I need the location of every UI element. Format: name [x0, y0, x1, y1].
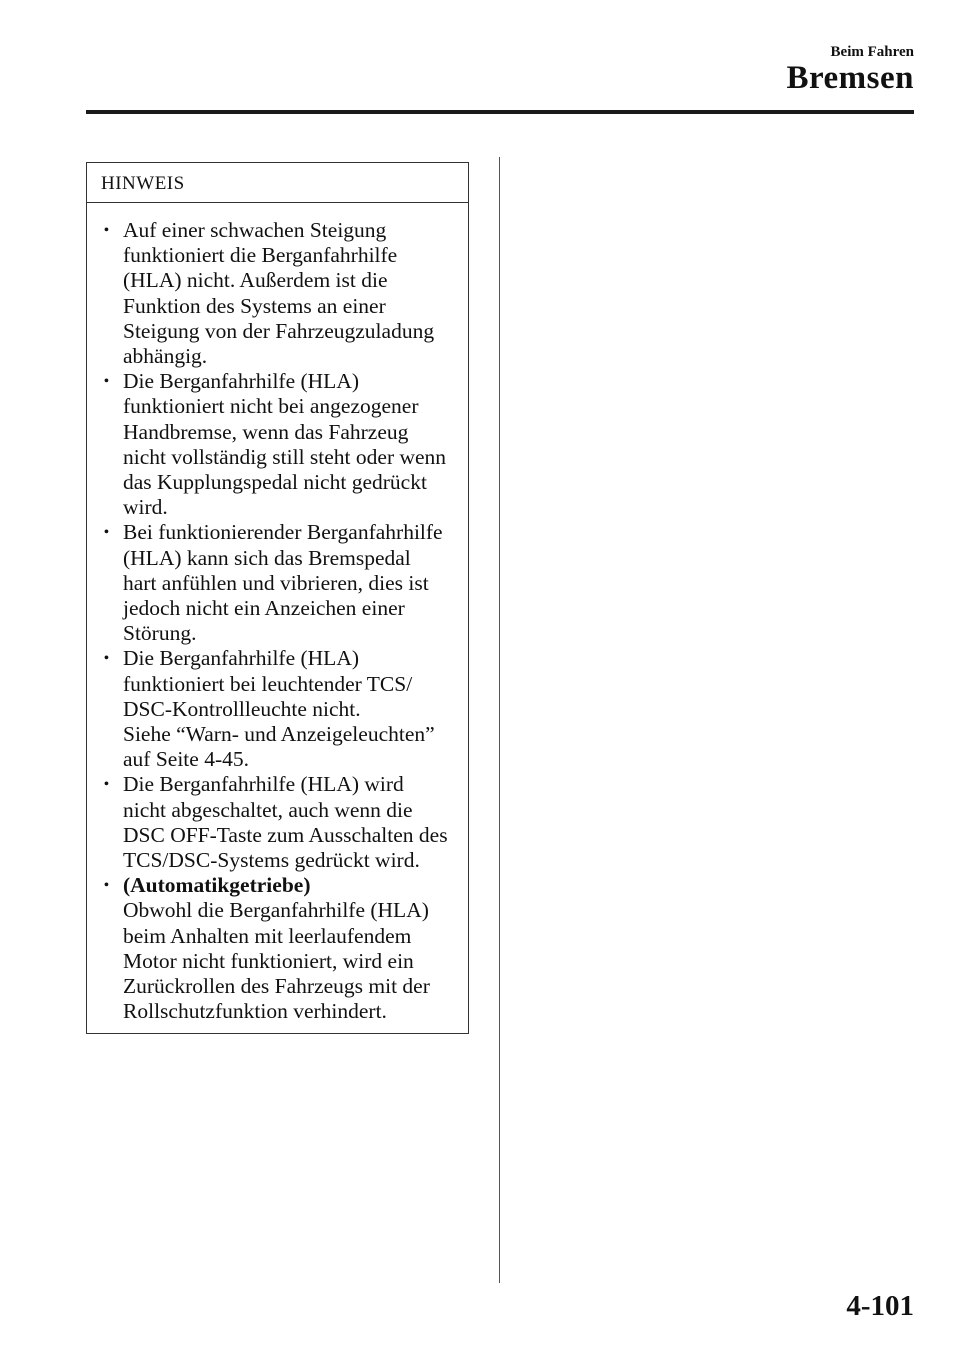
note-line: funktioniert nicht bei angezogener [123, 394, 419, 419]
note-line: jedoch nicht ein Anzeichen einer [123, 596, 405, 621]
note-heading: HINWEIS [87, 163, 468, 203]
note-line: funktioniert die Berganfahrhilfe [123, 243, 398, 268]
bullet-icon: • [104, 651, 109, 667]
note-line: das Kupplungspedal nicht gedrückt [123, 470, 427, 495]
note-line: (HLA) kann sich das Bremspedal [123, 545, 411, 570]
column-divider [499, 157, 500, 1283]
note-subheading: (Automatikgetriebe) [123, 873, 311, 898]
note-line: nicht abgeschaltet, auch wenn die [123, 797, 413, 822]
note-line: Zurückrollen des Fahrzeugs mit der [123, 974, 430, 999]
page-number: 4-101 [846, 1290, 914, 1322]
note-line: Die Berganfahrhilfe (HLA) [123, 369, 360, 394]
note-item [87, 873, 468, 1024]
note-box [86, 162, 469, 1034]
note-item [87, 369, 468, 520]
section-label: Beim Fahren [830, 44, 914, 60]
note-line: hart anfühlen und vibrieren, dies ist [123, 570, 429, 595]
bullet-icon: • [104, 777, 109, 793]
note-line: Funktion des Systems an einer [123, 293, 386, 318]
bullet-icon: • [104, 878, 109, 894]
note-line: Bei funktionierender Berganfahrhilfe [123, 520, 443, 545]
note-line: Die Berganfahrhilfe (HLA) wird [123, 772, 404, 797]
note-line: Handbremse, wenn das Fahrzeug [123, 419, 409, 444]
bullet-icon: • [104, 223, 109, 238]
note-line: Obwohl die Berganfahrhilfe (HLA) [123, 898, 429, 923]
header-rule [86, 110, 914, 114]
note-line: (HLA) nicht. Außerdem ist die [123, 268, 388, 293]
note-line: DSC OFF-Taste zum Ausschalten des [123, 822, 448, 847]
page-title: Bremsen [786, 60, 914, 96]
note-line: Rollschutzfunktion verhindert. [123, 999, 387, 1024]
note-line: Motor nicht funktioniert, wird ein [123, 948, 414, 973]
note-list [87, 203, 468, 1025]
note-item [87, 520, 468, 646]
note-line: nicht vollständig still steht oder wenn [123, 444, 447, 469]
note-line: abhängig. [123, 344, 208, 369]
bullet-icon: • [104, 374, 109, 390]
note-item [87, 218, 468, 369]
note-line: beim Anhalten mit leerlaufendem [123, 923, 412, 948]
note-line: TCS/DSC-Systems gedrückt wird. [123, 848, 420, 873]
note-line: Steigung von der Fahrzeugzuladung [123, 318, 435, 343]
note-line: Störung. [123, 621, 197, 646]
page-reference-link[interactable]: Siehe “Warn- und Anzeigeleuchten” [123, 722, 435, 747]
note-line: funktioniert bei leuchtender TCS/ [123, 671, 413, 696]
note-line: wird. [123, 495, 168, 520]
note-item [87, 646, 468, 772]
note-item [87, 772, 468, 873]
bullet-icon: • [104, 525, 109, 541]
note-line: Auf einer schwachen Steigung [123, 218, 387, 242]
note-line: DSC-Kontrollleuchte nicht. [123, 696, 361, 721]
page-reference-link[interactable]: auf Seite 4-45. [123, 747, 249, 772]
note-line: Die Berganfahrhilfe (HLA) [123, 646, 360, 671]
